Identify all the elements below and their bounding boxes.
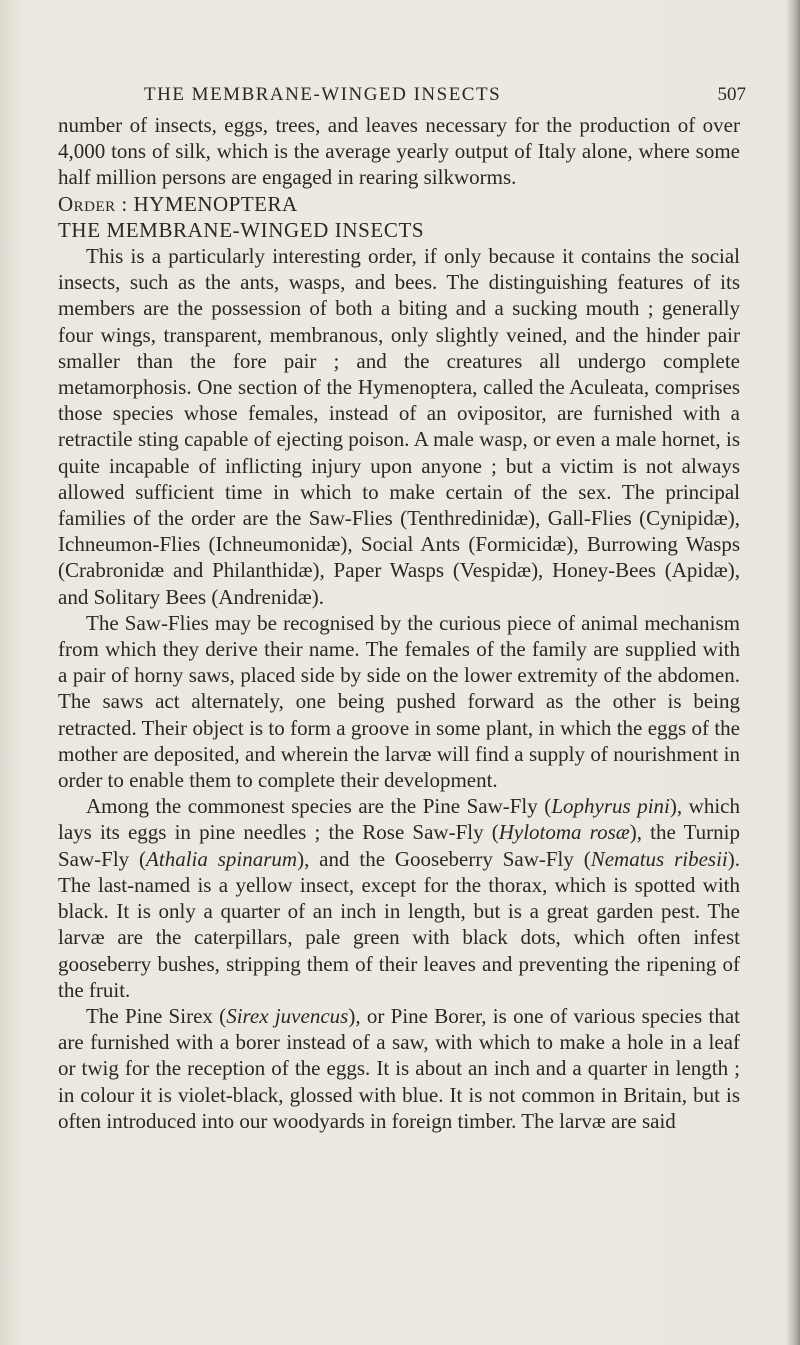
text-run: ), the Turnip Saw-Fly ( (58, 820, 740, 871)
text-run: ). The last-named is a yellow insect, except for the thorax, which is spotted with black. It is only a quarter of an inch in length, but is a great garden pest. The larvæ are the caterpillars, pale green with black dots, which often infest gooseberry bushes, stripping them of their leaves and preventing the ripening of the fruit. (58, 846, 740, 1002)
page-gutter-shadow (786, 0, 800, 1345)
body-text (58, 112, 740, 1134)
species-name: Nematus ribesii (590, 846, 728, 871)
text-run: ), or Pine Borer, is one of various species that are furnished with a borer instead of a saw, with which to make a hole in a leaf or twig for the reception of the eggs. It is about an inch and a quarter in length ; in colour it is violet-black, glossed with blue. It is not common in Britain, but is often introduced into our woodyards in foreign timber. The larvæ are said (58, 1003, 741, 1133)
species-name: Athalia spinarum (146, 846, 298, 871)
paragraph-species (58, 793, 740, 1003)
text-run: The Pine Sirex ( (86, 1003, 227, 1028)
order-name: HYMENOPTERA (133, 191, 298, 216)
species-name: Lophyrus pini (551, 794, 670, 819)
intro-paragraph: number of insects, eggs, trees, and leaves necessary for the production of over 4,000 tons of silk, which is the average yearly output of Italy alone, where some half million persons are engaged in rearing silkworms. (58, 113, 740, 190)
order-heading (58, 191, 740, 217)
species-name: Sirex juvencus (226, 1003, 349, 1028)
text-run: Among the commonest species are the Pine Saw-Fly ( (86, 794, 552, 819)
running-head-title: THE MEMBRANE-WINGED INSECTS (144, 84, 502, 105)
species-name: Hylotoma rosæ (498, 820, 630, 845)
order-label: Order : (58, 191, 128, 216)
page-number: 507 (717, 84, 746, 105)
running-head (144, 84, 746, 110)
paragraph-saw-flies: The Saw-Flies may be recognised by the curious piece of animal mechanism from which they derive their name. The females of the family are supplied with a pair of horny saws, placed side by side on the lower extremity of the abdomen. The saws act alternately, one being pushed forward as the other is being retracted. Their object is to form a groove in some plant, in which the eggs of the mother are deposited, and wherein the larvæ will find a supply of nourishment in order to enable them to complete their development. (58, 610, 740, 793)
paragraph-hymenoptera: This is a particularly interesting order, if only because it contains the social insects, such as the ants, wasps, and bees. The distinguishing features of its members are the possession of both a biting and a sucking mouth ; generally four wings, transparent, membranous, only slightly veined, and the hinder pair smaller than the fore pair ; and the creatures all undergo complete metamorphosis. One section of the Hymenoptera, called the Aculeata, comprises those species whose females, instead of an ovipositor, are furnished with a retractile sting capable of ejecting poison. A male wasp, or even a male hornet, is quite incapable of inflicting injury upon anyone ; but a victim is not always allowed sufficient time in which to make certain of the sex. The principal families of the order are the Saw-Flies (Tenthredinidæ), Gall-Flies (Cynipidæ), Ichneumon-Flies (Ichneumonidæ), Social Ants (Formicidæ), Burrowing Wasps (Crabronidæ and Philanthidæ), Paper Wasps (Vespidæ), Honey-Bees (Apidæ), and Solitary Bees (Andrenidæ). (58, 244, 740, 609)
paragraph-pine-sirex (58, 1003, 740, 1134)
section-heading: THE MEMBRANE-WINGED INSECTS (58, 217, 425, 242)
text-run: ), and the Gooseberry Saw-Fly ( (297, 846, 591, 871)
text-run: ), which lays its eggs in pine needles ; the Rose Saw-Fly ( (58, 794, 741, 845)
